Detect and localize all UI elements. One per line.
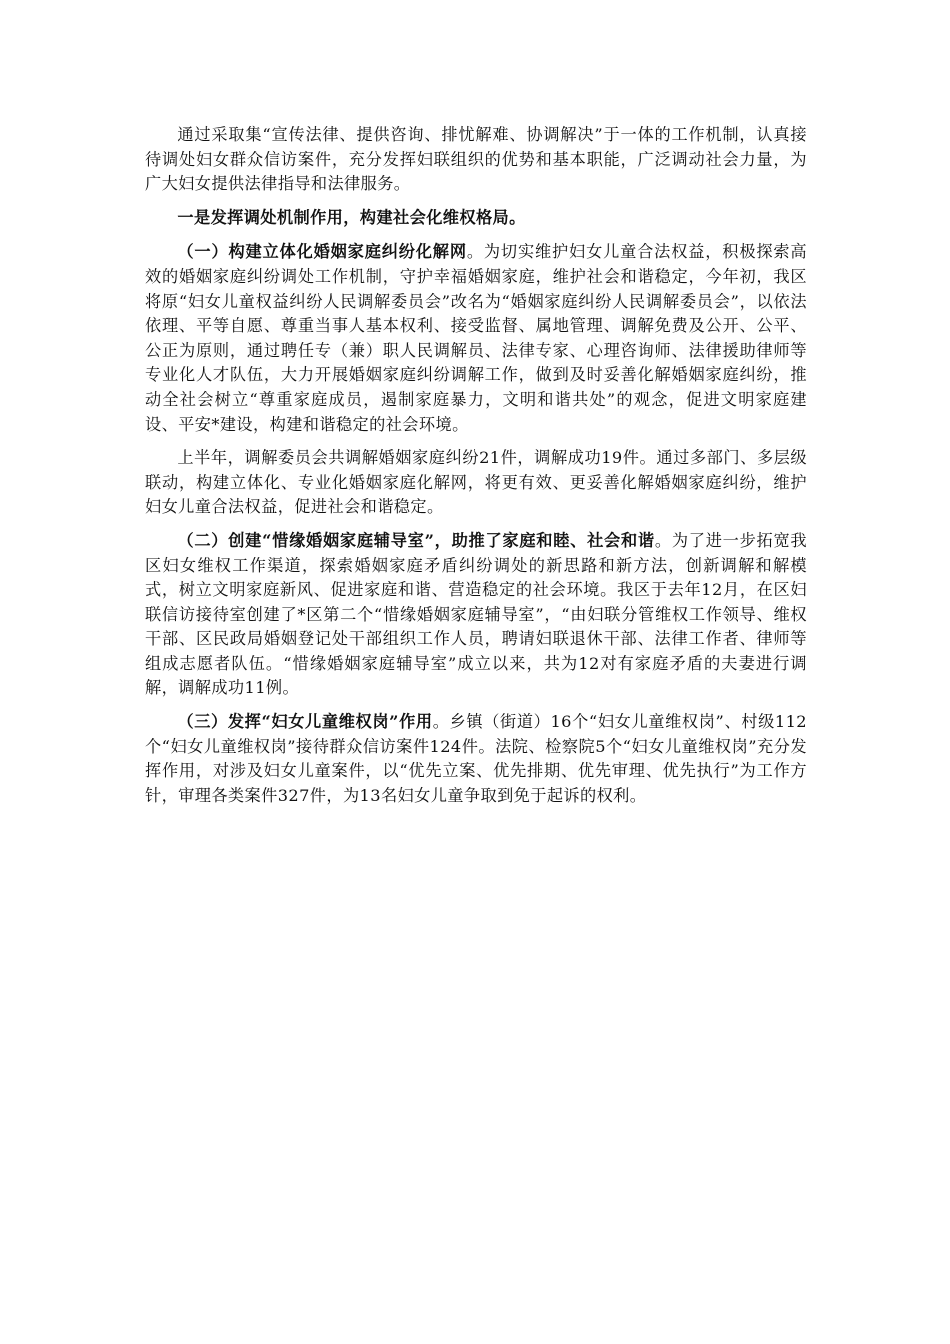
section-1-body: 。为切实维护妇女儿童合法权益，积极探索高效的婚姻家庭纠纷调处工作机制，守护幸福婚姻家庭，维护社会和谐稳定，今年初，我区将原“妇女儿童权益纠纷人民调解委员会”改名为“婚姻家庭纠纷人民调解委员会”，以依法依理、平等自愿、尊重当事人基本权利、接受监督、属地管理、调解免费及公开、公平、公正为原则，通过聘任专（兼）职人民调解员、法律专家、心理咨询师、法律援助律师等专业化人才队伍，大力开展婚姻家庭纠纷调解工作，做到及时妥善化解婚姻家庭纠纷，推动全社会树立“尊重家庭成员，遏制家庭暴力，文明和谐共处”的观念，促进文明家庭建设、平安*建设，构建和谐稳定的社会环境。	[145, 242, 807, 434]
section-1-lead: （一）构建立体化婚姻家庭纠纷化解网	[177, 242, 467, 262]
section-1-paragraph	[145, 240, 807, 437]
section-3-paragraph	[145, 710, 807, 808]
section-heading: 一是发挥调处机制作用，构建社会化维权格局。	[177, 207, 526, 227]
intro-paragraph: 通过采取集“宣传法律、提供咨询、排忧解难、协调解决”于一体的工作机制，认真接待调处妇女群众信访案件，充分发挥妇联组织的优势和基本职能，广泛调动社会力量，为广大妇女提供法律指导和法律服务。	[145, 125, 807, 194]
section-2-lead: （二）创建“惜缘婚姻家庭辅导室”，助推了家庭和睦、社会和谐	[177, 530, 655, 550]
document-page	[145, 123, 807, 817]
section-2-paragraph	[145, 529, 807, 701]
section-3-lead: （三）发挥“妇女儿童维权岗”作用	[177, 712, 433, 732]
half-year-paragraph: 上半年，调解委员会共调解婚姻家庭纠纷21件，调解成功19件。通过多部门、多层级联动，构建立体化、专业化婚姻家庭化解网，将更有效、更妥善化解婚姻家庭纠纷，维护妇女儿童合法权益，促进社会和谐稳定。	[145, 448, 807, 517]
section-3-body: 。乡镇（街道）16个“妇女儿童维权岗”、村级112个“妇女儿童维权岗”接待群众信访案件124件。法院、检察院5个“妇女儿童维权岗”充分发挥作用，对涉及妇女儿童案件，以“优先立案、优先排期、优先审理、优先执行”为工作方针，审理各类案件327件，为13名妇女儿童争取到免于起诉的权利。	[145, 712, 807, 805]
section-2-body: 。为了进一步拓宽我区妇女维权工作渠道，探索婚姻家庭矛盾纠纷调处的新思路和新方法，创新调解和解模式，树立文明家庭新风、促进家庭和谐、营造稳定的社会环境。我区于去年12月，在区妇联信访接待室创建了*区第二个“惜缘婚姻家庭辅导室”，“由妇联分管维权工作领导、维权干部、区民政局婚姻登记处干部组织工作人员，聘请妇联退休干部、法律工作者、律师等组成志愿者队伍。“惜缘婚姻家庭辅导室”成立以来，共为12对有家庭矛盾的夫妻进行调解，调解成功11例。	[145, 530, 807, 698]
